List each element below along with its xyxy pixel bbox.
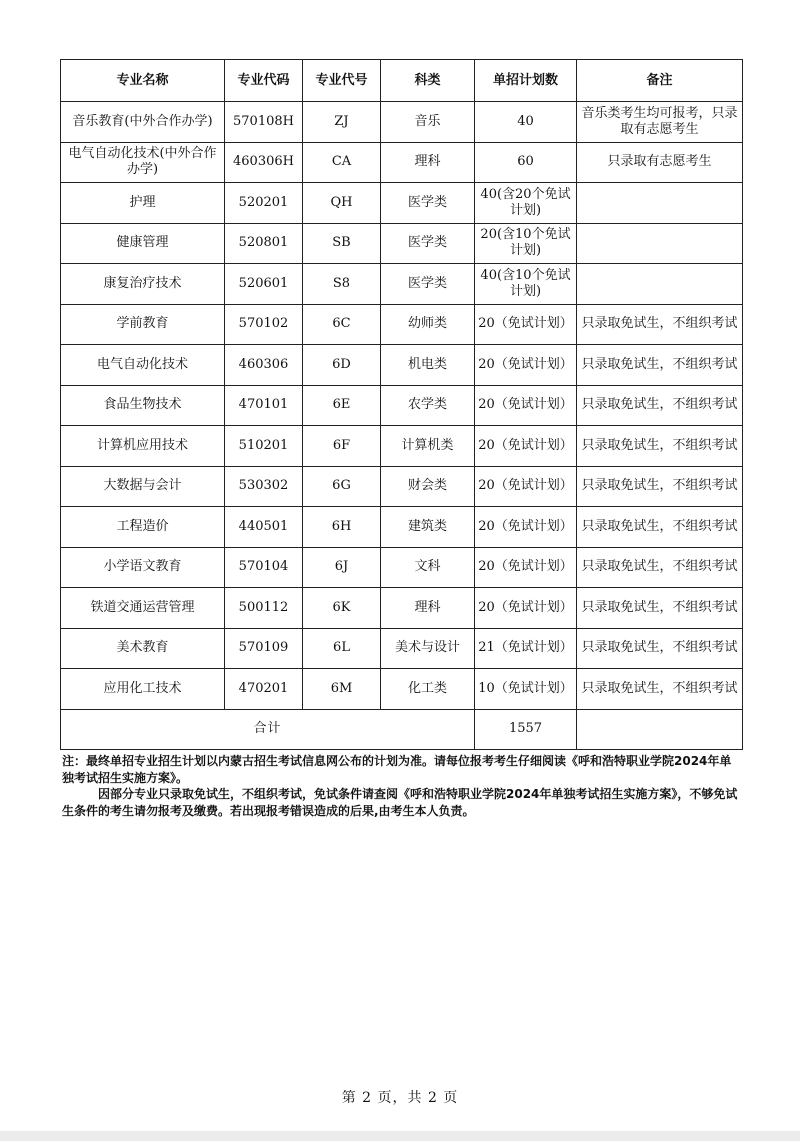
cell-remark	[577, 264, 743, 305]
cell-major-name: 电气自动化技术	[61, 345, 225, 386]
header-category: 科类	[381, 60, 475, 102]
cell-major-code: 570108H	[225, 102, 303, 143]
table-row	[61, 183, 743, 224]
cell-major-abbr: 6C	[303, 304, 381, 345]
cell-major-code: 570104	[225, 547, 303, 588]
table-row	[61, 223, 743, 264]
cell-major-code: 470101	[225, 385, 303, 426]
cell-major-code: 530302	[225, 466, 303, 507]
cell-category: 计算机类	[381, 426, 475, 467]
table-row	[61, 426, 743, 467]
cell-major-name: 小学语文教育	[61, 547, 225, 588]
header-remark: 备注	[577, 60, 743, 102]
cell-major-name: 食品生物技术	[61, 385, 225, 426]
cell-category: 农学类	[381, 385, 475, 426]
cell-major-code: 570102	[225, 304, 303, 345]
cell-remark: 只录取免试生，不组织考试	[577, 466, 743, 507]
cell-plan-count: 20（免试计划）	[475, 304, 577, 345]
cell-plan-count: 21（免试计划）	[475, 628, 577, 669]
cell-remark: 只录取有志愿考生	[577, 142, 743, 183]
cell-major-name: 电气自动化技术(中外合作办学)	[61, 142, 225, 183]
cell-major-name: 康复治疗技术	[61, 264, 225, 305]
cell-major-code: 460306H	[225, 142, 303, 183]
table-row	[61, 385, 743, 426]
cell-category: 化工类	[381, 669, 475, 710]
cell-remark: 只录取免试生，不组织考试	[577, 669, 743, 710]
cell-major-abbr: QH	[303, 183, 381, 224]
cell-category: 幼师类	[381, 304, 475, 345]
cell-major-abbr: S8	[303, 264, 381, 305]
cell-plan-count: 40(含10个免试计划)	[475, 264, 577, 305]
table-header-row	[61, 60, 743, 102]
cell-plan-count: 10（免试计划）	[475, 669, 577, 710]
cell-major-abbr: ZJ	[303, 102, 381, 143]
header-major-name: 专业名称	[61, 60, 225, 102]
cell-major-name: 大数据与会计	[61, 466, 225, 507]
cell-major-code: 440501	[225, 507, 303, 548]
cell-major-code: 510201	[225, 426, 303, 467]
cell-remark: 音乐类考生均可报考，只录取有志愿考生	[577, 102, 743, 143]
cell-major-abbr: 6M	[303, 669, 381, 710]
cell-plan-count: 20（免试计划）	[475, 466, 577, 507]
cell-major-code: 570109	[225, 628, 303, 669]
note-line-1: 注：最终单招专业招生计划以内蒙古招生考试信息网公布的计划为准。请每位报考考生仔细阅读《呼和浩特职业学院2024年单独考试招生实施方案》。	[62, 754, 732, 785]
cell-major-abbr: 6K	[303, 588, 381, 629]
cell-plan-count: 20(含10个免试计划)	[475, 223, 577, 264]
cell-plan-count: 20（免试计划）	[475, 345, 577, 386]
table-total-row	[61, 709, 743, 750]
cell-major-abbr: 6J	[303, 547, 381, 588]
cell-major-name: 护理	[61, 183, 225, 224]
cell-major-code: 500112	[225, 588, 303, 629]
cell-major-code: 460306	[225, 345, 303, 386]
cell-plan-count: 40(含20个免试计划)	[475, 183, 577, 224]
note-line-2: 因部分专业只录取免试生，不组织考试，免试条件请查阅《呼和浩特职业学院2024年单独考试招生实施方案》，不够免试生条件的考生请勿报考及缴费。若出现报考错误造成的后果,由考生本人负责。	[62, 787, 738, 818]
cell-major-abbr: 6D	[303, 345, 381, 386]
total-remark	[577, 709, 743, 750]
cell-category: 文科	[381, 547, 475, 588]
table-row	[61, 142, 743, 183]
cell-major-name: 美术教育	[61, 628, 225, 669]
enrollment-plan-table	[60, 59, 743, 750]
cell-category: 理科	[381, 588, 475, 629]
cell-major-name: 音乐教育(中外合作办学)	[61, 102, 225, 143]
cell-remark: 只录取免试生，不组织考试	[577, 345, 743, 386]
cell-plan-count: 20（免试计划）	[475, 588, 577, 629]
cell-remark	[577, 223, 743, 264]
cell-category: 建筑类	[381, 507, 475, 548]
cell-plan-count: 20（免试计划）	[475, 547, 577, 588]
cell-category: 医学类	[381, 223, 475, 264]
table-row	[61, 507, 743, 548]
cell-plan-count: 20（免试计划）	[475, 385, 577, 426]
cell-remark: 只录取免试生，不组织考试	[577, 426, 743, 467]
cell-major-abbr: 6L	[303, 628, 381, 669]
notes-block	[62, 753, 738, 819]
cell-major-abbr: 6G	[303, 466, 381, 507]
cell-plan-count: 40	[475, 102, 577, 143]
total-value: 1557	[475, 709, 577, 750]
cell-remark: 只录取免试生，不组织考试	[577, 507, 743, 548]
cell-remark: 只录取免试生，不组织考试	[577, 628, 743, 669]
cell-major-name: 计算机应用技术	[61, 426, 225, 467]
table-row	[61, 669, 743, 710]
cell-major-name: 学前教育	[61, 304, 225, 345]
cell-major-name: 工程造价	[61, 507, 225, 548]
cell-category: 医学类	[381, 183, 475, 224]
table-row	[61, 264, 743, 305]
table-row	[61, 304, 743, 345]
table-row	[61, 628, 743, 669]
cell-category: 理科	[381, 142, 475, 183]
table-row	[61, 345, 743, 386]
cell-remark: 只录取免试生，不组织考试	[577, 304, 743, 345]
cell-plan-count: 20（免试计划）	[475, 507, 577, 548]
cell-major-abbr: 6F	[303, 426, 381, 467]
cell-major-code: 520201	[225, 183, 303, 224]
cell-major-name: 应用化工技术	[61, 669, 225, 710]
cell-category: 机电类	[381, 345, 475, 386]
cell-plan-count: 60	[475, 142, 577, 183]
cell-remark: 只录取免试生，不组织考试	[577, 588, 743, 629]
page-number-footer: 第 2 页，共 2 页	[341, 1090, 459, 1106]
cell-major-code: 520801	[225, 223, 303, 264]
table-row	[61, 466, 743, 507]
header-major-code: 专业代码	[225, 60, 303, 102]
cell-plan-count: 20（免试计划）	[475, 426, 577, 467]
table-row	[61, 102, 743, 143]
bottom-edge-strip	[0, 1131, 800, 1141]
cell-category: 财会类	[381, 466, 475, 507]
cell-major-abbr: 6E	[303, 385, 381, 426]
header-plan-count: 单招计划数	[475, 60, 577, 102]
total-label: 合计	[61, 709, 475, 750]
cell-remark	[577, 183, 743, 224]
cell-major-abbr: SB	[303, 223, 381, 264]
cell-remark: 只录取免试生，不组织考试	[577, 385, 743, 426]
cell-category: 美术与设计	[381, 628, 475, 669]
cell-major-name: 铁道交通运营管理	[61, 588, 225, 629]
table-row	[61, 588, 743, 629]
cell-category: 医学类	[381, 264, 475, 305]
cell-major-abbr: 6H	[303, 507, 381, 548]
header-major-abbr: 专业代号	[303, 60, 381, 102]
table-row	[61, 547, 743, 588]
cell-major-code: 470201	[225, 669, 303, 710]
cell-major-code: 520601	[225, 264, 303, 305]
cell-category: 音乐	[381, 102, 475, 143]
cell-major-name: 健康管理	[61, 223, 225, 264]
cell-major-abbr: CA	[303, 142, 381, 183]
cell-remark: 只录取免试生，不组织考试	[577, 547, 743, 588]
